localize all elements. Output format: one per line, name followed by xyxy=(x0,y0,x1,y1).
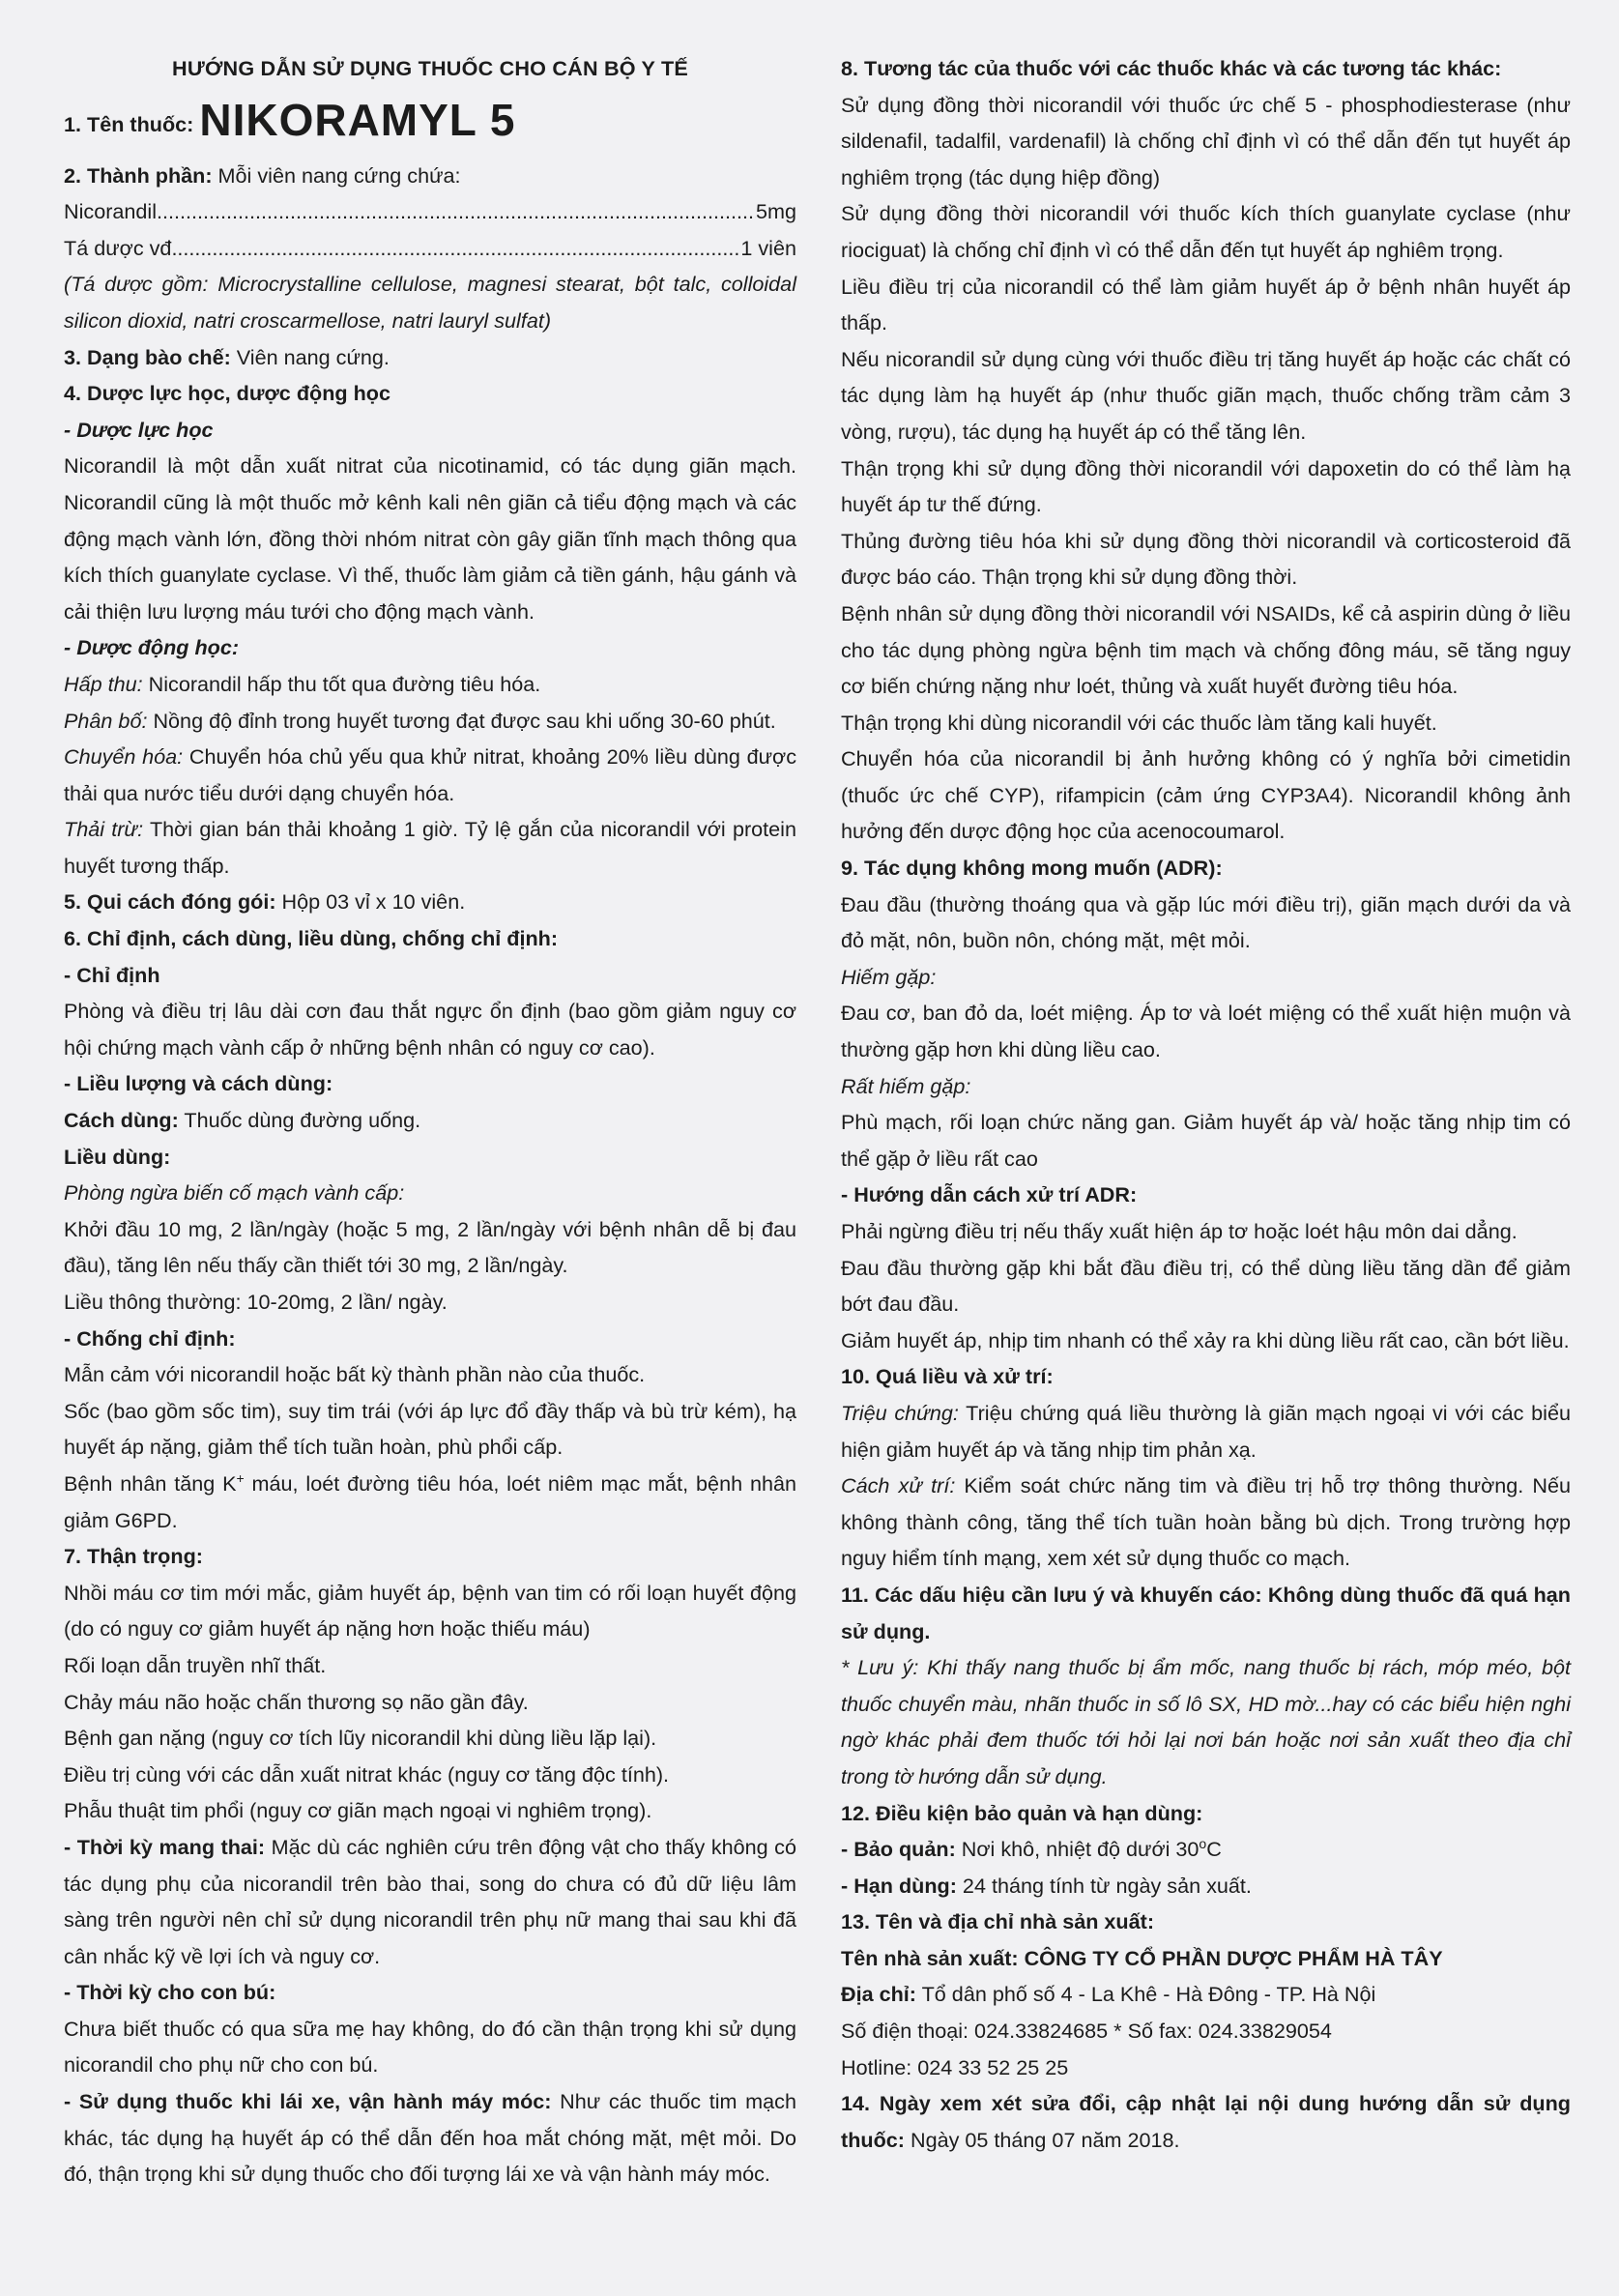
usage xyxy=(64,1102,796,1139)
treatment-text: Kiểm soát chức năng tim và điều trị hỗ trợ thông thường. Nếu không thành công, tăng thể tích tuần hoàn bằng bù dịch. Trong trường hợp nguy hiểm tính mạng, xem xét sử dụng thuốc co mạch. xyxy=(841,1473,1571,1571)
symptoms-text: Triệu chứng quá liều thường là giãn mạch ngoại vi với các biểu hiện giảm huyết áp và tăng nhịp tim phản xạ. xyxy=(841,1400,1571,1462)
drug-name-line xyxy=(64,87,796,158)
pregnancy xyxy=(64,1829,796,1974)
excretion-label: Thải trừ: xyxy=(64,817,144,842)
section-13-label: 13. Tên và địa chỉ nhà sản xuất: xyxy=(841,1909,1155,1934)
drug-brand-name: NIKORAMYL 5 xyxy=(199,94,516,145)
dot-leader xyxy=(171,230,740,267)
section-4-label: 4. Dược lực học, dược động học xyxy=(64,381,390,406)
pharmacodynamics-text: Nicorandil là một dẫn xuất nitrat của nicotinamid, có tác dụng giãn mạch. Nicorandil cũng là một thuốc mở kênh kali nên giãn cả tiểu động mạch và các động mạch vành lớn, đồng thời nhóm nitrat còn gây giãn tĩnh mạch thông qua kích thích guanylate cyclase. Vì thế, thuốc làm giảm cả tiền gánh, hậu gánh và cải thiện lưu lượng máu tưới cho động mạch vành. xyxy=(64,453,796,624)
precaution-3: Chảy máu não hoặc chấn thương sọ não gần đây. xyxy=(64,1689,529,1714)
driving-text: Như các thuốc tim mạch khác, tác dụng hạ huyết áp có thể dẫn đến hoa mắt chóng mặt, mệt mỏi. Do đó, thận trọng khi sử dụng thuốc cho đối tượng lái xe và vận hành máy móc. xyxy=(64,2089,796,2187)
distribution-text: Nồng độ đỉnh trong huyết tương đạt được sau khi uống 30-60 phút. xyxy=(147,708,776,733)
section-12-label: 12. Điều kiện bảo quản và hạn dùng: xyxy=(841,1800,1203,1825)
address-text: Tổ dân phố số 4 - La Khê - Hà Đông - TP. Hà Nội xyxy=(916,1982,1376,2007)
contraindication-label: - Chống chỉ định: xyxy=(64,1325,236,1351)
excipients-text: (Tá dược gồm: Microcrystalline cellulose, magnesi stearat, bột talc, colloidal silicon dioxid, natri croscarmellose, natri lauryl sulfat) xyxy=(64,272,796,333)
rare-label: Hiếm gặp: xyxy=(841,964,937,989)
section-2 xyxy=(64,158,796,194)
manufacturer-phone: Số điện thoại: 024.33824685 * Số fax: 024.33829054 xyxy=(841,2019,1332,2044)
excretion xyxy=(64,811,796,884)
prevention-label xyxy=(64,1175,796,1211)
adr-management-3: Giảm huyết áp, nhịp tim nhanh có thể xảy ra khi dùng liều rất cao, cần bớt liều. xyxy=(841,1327,1570,1352)
contraindication-3-a: Bệnh nhân tăng K xyxy=(64,1470,237,1496)
section-7-heading xyxy=(64,1538,796,1575)
very-rare-label: Rất hiếm gặp: xyxy=(841,1073,971,1098)
adr-common: Đau đầu (thường thoáng qua và gặp lúc mới điều trị), giãn mạch dưới da và đỏ mặt, nôn, buồn nôn, chóng mặt, mệt mỏi. xyxy=(841,891,1571,953)
driving-label: - Sử dụng thuốc khi lái xe, vận hành máy móc: xyxy=(64,2089,552,2114)
left-column xyxy=(64,50,796,2193)
driving xyxy=(64,2083,796,2193)
pregnancy-text: Mặc dù các nghiên cứu trên động vật cho thấy không có tác dụng phụ của nicorandil trên bào thai, song do chưa có đủ dữ liệu lâm sàng trên người nên chỉ sử dụng nicorandil trên phụ nữ mang thai sau khi đã cân nhắc kỹ về lợi ích và nguy cơ. xyxy=(64,1834,796,1968)
address-label: Địa chỉ: xyxy=(841,1982,916,2007)
interaction-5: Thận trọng khi sử dụng đồng thời nicorandil với dapoxetin do có thể làm hạ huyết áp tư thế đứng. xyxy=(841,455,1571,517)
lactation-label: - Thời kỳ cho con bú: xyxy=(64,1980,276,2005)
section-4-heading xyxy=(64,375,796,412)
ingredient-amount: 5mg xyxy=(755,199,796,224)
distribution-label: Phân bố: xyxy=(64,708,148,733)
metabolism-label: Chuyển hóa: xyxy=(64,744,184,770)
expiry xyxy=(841,1868,1571,1904)
interaction-8: Thận trọng khi dùng nicorandil với các thuốc làm tăng kali huyết. xyxy=(841,710,1437,735)
distribution xyxy=(64,703,796,740)
section-14-text: Ngày 05 tháng 07 năm 2018. xyxy=(904,2127,1180,2152)
lactation-heading xyxy=(64,1974,796,2011)
expiry-label: - Hạn dùng: xyxy=(841,1873,957,1898)
ingredient-name: Tá dược vđ xyxy=(64,235,172,260)
section-9-heading xyxy=(841,850,1571,886)
adr-management-heading xyxy=(841,1177,1571,1213)
ingredient-name: Nicorandil xyxy=(64,199,158,224)
adr-very-rare: Phù mạch, rối loạn chức năng gan. Giảm huyết áp và/ hoặc tăng nhịp tim có thể gặp ở liều rất cao xyxy=(841,1110,1571,1171)
indication-label: - Chỉ định xyxy=(64,962,160,987)
adr-management-2: Đau đầu thường gặp khi bắt đầu điều trị, có thể dùng liều tăng dần để giảm bớt đau đầu. xyxy=(841,1255,1571,1317)
section-6-heading xyxy=(64,920,796,957)
interaction-7: Bệnh nhân sử dụng đồng thời nicorandil với NSAIDs, kể cả aspirin dùng ở liều cho tác dụng phòng ngừa bệnh tim mạch và chống đông máu, sẽ tăng nguy cơ biến chứng nặng như loét, thủng và xuất huyết đường tiêu hóa. xyxy=(841,600,1571,699)
dot-leader xyxy=(157,193,756,230)
lactation-text: Chưa biết thuốc có qua sữa mẹ hay không, do đó cần thận trọng khi sử dụng nicorandil cho phụ nữ cho con bú. xyxy=(64,2016,796,2078)
section-9-label: 9. Tác dụng không mong muốn (ADR): xyxy=(841,856,1223,881)
pharmacodynamics-label: - Dược lực học xyxy=(64,417,214,442)
excretion-text: Thời gian bán thải khoảng 1 giờ. Tỷ lệ gắn của nicorandil với protein huyết tương thấp. xyxy=(64,817,796,878)
contraindication-3-b: máu, loét đường tiêu hóa, loét niêm mạc mắt, bệnh nhân giảm G6PD. xyxy=(64,1470,796,1532)
section-14 xyxy=(841,2085,1571,2158)
section-1-label: 1. Tên thuốc: xyxy=(64,111,200,136)
overdose-treatment xyxy=(841,1468,1571,1577)
precaution-4: Bệnh gan nặng (nguy cơ tích lũy nicorandil khi dùng liều lặp lại). xyxy=(64,1726,657,1751)
interaction-3: Liều điều trị của nicorandil có thể làm giảm huyết áp ở bệnh nhân huyết áp thấp. xyxy=(841,274,1571,335)
interaction-4: Nếu nicorandil sử dụng cùng với thuốc điều trị tăng huyết áp hoặc các chất có tác dụng làm hạ huyết áp (như thuốc giãn mạch, thuốc chống trầm cảm 3 vòng, rượu), tác dụng hạ huyết áp có thể tăng lên. xyxy=(841,346,1571,444)
contraindication-3 xyxy=(64,1466,796,1538)
adr-rare-label xyxy=(841,959,1571,996)
absorption-label: Hấp thu: xyxy=(64,671,143,696)
section-6-label: 6. Chỉ định, cách dùng, liều dùng, chống chỉ định: xyxy=(64,926,559,951)
storage-label: - Bảo quản: xyxy=(841,1837,956,1862)
dose-label: Liều dùng: xyxy=(64,1144,171,1169)
storage-text: Nơi khô, nhiệt độ dưới 30 xyxy=(955,1837,1200,1862)
section-3-text: Viên nang cứng. xyxy=(230,344,390,369)
usage-text: Thuốc dùng đường uống. xyxy=(178,1108,421,1133)
pharmacodynamics-heading xyxy=(64,412,796,449)
ingredient-amount: 1 viên xyxy=(740,235,796,260)
note-text: * Lưu ý: Khi thấy nang thuốc bị ẩm mốc, nang thuốc bị rách, móp méo, bột thuốc chuyển màu, nhãn thuốc in số lô SX, HD mờ...hay có các biểu hiện nghi ngờ khác phải đem thuốc tới hỏi lại nơi bán hoặc nơi sản xuất theo địa chỉ trong tờ hướng dẫn sử dụng. xyxy=(841,1655,1571,1788)
degree-superscript: o xyxy=(1199,1835,1207,1851)
document-title: HƯỚNG DẪN SỬ DỤNG THUỐC CHO CÁN BỘ Y TẾ xyxy=(172,56,688,80)
section-13-heading xyxy=(841,1904,1571,1940)
adr-management-1: Phải ngừng điều trị nếu thấy xuất hiện áp tơ hoặc loét hậu môn dai dẳng. xyxy=(841,1219,1518,1243)
ingredient-row xyxy=(64,230,796,267)
interaction-6: Thủng đường tiêu hóa khi sử dụng đồng thời nicorandil và corticosteroid đã được báo cáo. Thận trọng khi sử dụng đồng thời. xyxy=(841,528,1571,590)
overdose-symptoms xyxy=(841,1395,1571,1468)
manufacturer-name xyxy=(841,1940,1571,1977)
symptoms-label: Triệu chứng: xyxy=(841,1400,959,1425)
section-10-heading xyxy=(841,1358,1571,1395)
indication-heading xyxy=(64,957,796,994)
section-2-text: Mỗi viên nang cứng chứa: xyxy=(212,162,461,188)
treatment-label: Cách xử trí: xyxy=(841,1473,956,1498)
dosage-heading xyxy=(64,1065,796,1102)
section-8-label: 8. Tương tác của thuốc với các thuốc khác và các tương tác khác: xyxy=(841,56,1502,80)
metabolism xyxy=(64,739,796,811)
contraindication-1: Mẫn cảm với nicorandil hoặc bất kỳ thành phần nào của thuốc. xyxy=(64,1362,646,1387)
metabolism-text: Chuyển hóa chủ yếu qua khử nitrat, khoảng 20% liều dùng được thải qua nước tiểu dưới dạng chuyển hóa. xyxy=(64,744,796,805)
dose-start: Khởi đầu 10 mg, 2 lần/ngày (hoặc 5 mg, 2 lần/ngày với bệnh nhân dễ bị đau đầu), tăng lên nếu thấy cần thiết tới 30 mg, 2 lần/ngày. xyxy=(64,1216,796,1278)
precaution-5: Điều trị cùng với các dẫn xuất nitrat khác (nguy cơ tăng độc tính). xyxy=(64,1761,670,1787)
manufacturer-text: Tên nhà sản xuất: CÔNG TY CỔ PHẦN DƯỢC PHẨM HÀ TÂY xyxy=(841,1945,1443,1970)
interaction-2: Sử dụng đồng thời nicorandil với thuốc kích thích guanylate cyclase (như riociguat) là chống chỉ định vì có thể dẫn đến tụt huyết áp nghiêm trọng. xyxy=(841,201,1571,262)
indication-text: Phòng và điều trị lâu dài cơn đau thắt ngực ổn định (bao gồm giảm nguy cơ hội chứng mạch vành cấp ở những bệnh nhân có nguy cơ cao). xyxy=(64,999,796,1060)
dose-label-line xyxy=(64,1139,796,1176)
usage-label: Cách dùng: xyxy=(64,1108,179,1133)
pregnancy-label: - Thời kỳ mang thai: xyxy=(64,1834,266,1859)
section-8-heading xyxy=(841,50,1571,87)
section-14-label: 14. Ngày xem xét sửa đổi, cập nhật lại nội dung hướng dẫn sử dụng thuốc: xyxy=(841,2091,1571,2152)
section-10-label: 10. Quá liều và xử trí: xyxy=(841,1364,1054,1389)
section-12-heading xyxy=(841,1795,1571,1832)
section-5 xyxy=(64,884,796,920)
dose-usual: Liều thông thường: 10-20mg, 2 lần/ ngày. xyxy=(64,1290,448,1314)
section-5-text: Hộp 03 vỉ x 10 viên. xyxy=(275,889,466,915)
precaution-6: Phẫu thuật tim phổi (nguy cơ giãn mạch ngoại vi nghiêm trọng). xyxy=(64,1798,652,1823)
manufacturer-address xyxy=(841,1976,1571,2013)
precaution-1: Nhồi máu cơ tim mới mắc, giảm huyết áp, bệnh van tim có rối loạn huyết động (do có nguy cơ giảm huyết áp nặng hơn hoặc thiếu máu) xyxy=(64,1580,796,1642)
contraindication-2: Sốc (bao gồm sốc tim), suy tim trái (với áp lực đổ đầy thấp và bù trừ kém), hạ huyết áp nặng, giảm thể tích tuần hoàn, phù phổi cấp. xyxy=(64,1398,796,1460)
storage-unit: C xyxy=(1206,1837,1222,1862)
section-11 xyxy=(841,1577,1571,1649)
section-5-label: 5. Qui cách đóng gói: xyxy=(64,889,276,915)
absorption xyxy=(64,666,796,703)
ingredient-row xyxy=(64,193,796,230)
section-2-label: 2. Thành phần: xyxy=(64,162,213,188)
section-11-text: 11. Các dấu hiệu cần lưu ý và khuyến cáo: Không dùng thuốc đã quá hạn sử dụng. xyxy=(841,1582,1571,1643)
pharmacokinetics-heading xyxy=(64,629,796,666)
precaution-2: Rối loạn dẫn truyền nhĩ thất. xyxy=(64,1652,327,1677)
contraindication-heading xyxy=(64,1321,796,1357)
storage xyxy=(841,1831,1571,1868)
superscript: + xyxy=(236,1469,245,1486)
absorption-text: Nicorandil hấp thu tốt qua đường tiêu hóa. xyxy=(142,671,541,696)
storage-note xyxy=(841,1649,1571,1794)
section-3-label: 3. Dạng bào chế: xyxy=(64,344,231,369)
adr-rare: Đau cơ, ban đỏ da, loét miệng. Áp tơ và loét miệng có thể xuất hiện muộn và thường gặp hơn khi dùng liều cao. xyxy=(841,1001,1571,1062)
adr-very-rare-label xyxy=(841,1068,1571,1105)
section-3 xyxy=(64,339,796,376)
right-column xyxy=(841,50,1571,2158)
excipients-note xyxy=(64,266,796,338)
adr-management-label: - Hướng dẫn cách xử trí ADR: xyxy=(841,1182,1138,1207)
expiry-text: 24 tháng tính từ ngày sản xuất. xyxy=(956,1873,1252,1898)
dosage-label: - Liều lượng và cách dùng: xyxy=(64,1071,333,1096)
section-7-label: 7. Thận trọng: xyxy=(64,1544,203,1569)
interaction-9: Chuyển hóa của nicorandil bị ảnh hưởng không có ý nghĩa bởi cimetidin (thuốc ức chế CYP), rifampicin (cảm ứng CYP3A4). Nicorandil không ảnh hưởng đến dược động học của acenocoumarol. xyxy=(841,746,1571,844)
manufacturer-hotline: Hotline: 024 33 52 25 25 xyxy=(841,2054,1069,2079)
pharmacokinetics-label: - Dược động học: xyxy=(64,635,240,660)
interaction-1: Sử dụng đồng thời nicorandil với thuốc ức chế 5 - phosphodiesterase (như sildenafil, tadalfil, vardenafil) là chống chỉ định vì có thể dẫn đến tụt huyết áp nghiêm trọng (tác dụng hiệp đồng) xyxy=(841,92,1571,189)
prevention-text: Phòng ngừa biến cố mạch vành cấp: xyxy=(64,1180,405,1206)
